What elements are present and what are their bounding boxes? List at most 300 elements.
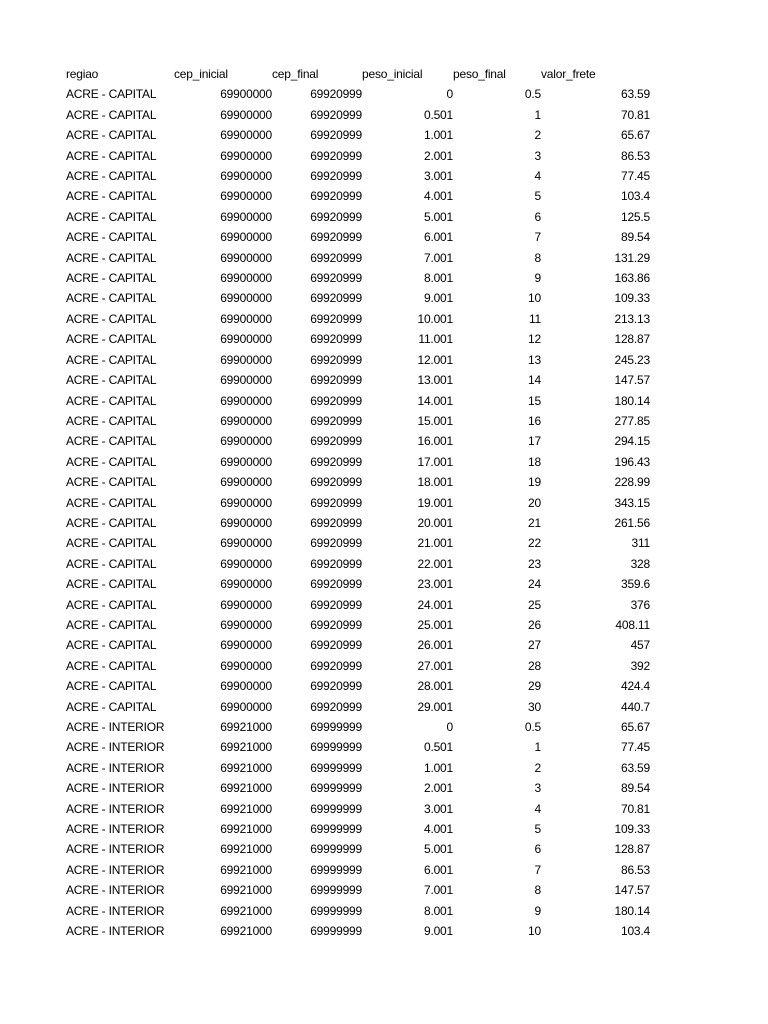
- cell-peso-inicial: 4.001: [423, 189, 453, 204]
- cell-peso-final: 20: [528, 495, 541, 510]
- cell-peso-final: 27: [528, 638, 541, 653]
- cell-regiao: ACRE - CAPITAL: [66, 413, 157, 428]
- cell-cep-inicial: 69900000: [220, 536, 272, 551]
- cell-regiao: ACRE - CAPITAL: [66, 393, 157, 408]
- table-row: [66, 411, 650, 431]
- table-row: [66, 880, 650, 900]
- cell-cep-inicial: 69900000: [220, 454, 272, 469]
- cell-regiao: ACRE - CAPITAL: [66, 87, 157, 102]
- cell-valor-frete: 86.53: [620, 148, 650, 163]
- cell-regiao: ACRE - INTERIOR: [66, 924, 165, 939]
- cell-cep-final: 69920999: [310, 352, 362, 367]
- cell-peso-final: 2: [534, 760, 541, 775]
- cell-cep-inicial: 69900000: [220, 434, 272, 449]
- cell-regiao: ACRE - CAPITAL: [66, 373, 157, 388]
- cell-regiao: ACRE - CAPITAL: [66, 475, 157, 490]
- cell-cep-inicial: 69921000: [220, 883, 272, 898]
- cell-valor-frete: 294.15: [614, 434, 650, 449]
- cell-peso-inicial: 0.501: [423, 740, 453, 755]
- cell-valor-frete: 245.23: [614, 352, 650, 367]
- cell-regiao: ACRE - CAPITAL: [66, 495, 157, 510]
- cell-cep-final: 69999999: [310, 822, 362, 837]
- cell-peso-inicial: 25.001: [417, 617, 453, 632]
- table-row: [66, 921, 650, 941]
- cell-peso-final: 13: [528, 352, 541, 367]
- cell-peso-inicial: 7.001: [423, 883, 453, 898]
- cell-peso-inicial: 5.001: [423, 842, 453, 857]
- cell-peso-inicial: 8.001: [423, 271, 453, 286]
- cell-regiao: ACRE - CAPITAL: [66, 352, 157, 367]
- cell-cep-inicial: 69900000: [220, 230, 272, 245]
- cell-valor-frete: 65.67: [620, 128, 650, 143]
- cell-cep-final: 69999999: [310, 760, 362, 775]
- cell-regiao: ACRE - INTERIOR: [66, 760, 165, 775]
- table-row: [66, 595, 650, 615]
- cell-peso-inicial: 8.001: [423, 903, 453, 918]
- cell-valor-frete: 457: [630, 638, 650, 653]
- cell-peso-inicial: 29.001: [417, 699, 453, 714]
- cell-valor-frete: 163.86: [614, 271, 650, 286]
- cell-regiao: ACRE - INTERIOR: [66, 842, 165, 857]
- table-row: [66, 513, 650, 533]
- cell-peso-final: 10: [528, 291, 541, 306]
- cell-peso-inicial: 3.001: [423, 169, 453, 184]
- table-row: [66, 452, 650, 472]
- cell-valor-frete: 147.57: [614, 883, 650, 898]
- table-header: [66, 64, 650, 84]
- cell-peso-final: 15: [528, 393, 541, 408]
- cell-peso-final: 23: [528, 556, 541, 571]
- cell-cep-final: 69920999: [310, 475, 362, 490]
- cell-peso-final: 0.5: [524, 720, 541, 734]
- cell-cep-final: 69920999: [310, 699, 362, 714]
- cell-cep-inicial: 69900000: [220, 332, 272, 347]
- cell-valor-frete: 261.56: [614, 515, 650, 530]
- header-row: [66, 64, 650, 84]
- cell-valor-frete: 128.87: [614, 332, 650, 347]
- table-row: [66, 472, 650, 492]
- table-row: [66, 656, 650, 676]
- cell-peso-inicial: 20.001: [417, 515, 453, 530]
- cell-cep-final: 69920999: [310, 536, 362, 551]
- table-row: [66, 186, 650, 206]
- cell-valor-frete: 89.54: [620, 781, 650, 796]
- cell-peso-inicial: 12.001: [417, 352, 453, 367]
- cell-peso-final: 21: [528, 515, 541, 530]
- cell-regiao: ACRE - INTERIOR: [66, 862, 165, 877]
- cell-valor-frete: 63.59: [620, 87, 650, 102]
- table-row: [66, 84, 650, 104]
- cell-valor-frete: 392: [630, 658, 650, 673]
- cell-cep-final: 69920999: [310, 128, 362, 143]
- cell-peso-inicial: 4.001: [423, 822, 453, 837]
- cell-cep-final: 69999999: [310, 801, 362, 816]
- cell-regiao: ACRE - CAPITAL: [66, 617, 157, 632]
- cell-cep-inicial: 69900000: [220, 189, 272, 204]
- cell-peso-inicial: 10.001: [417, 311, 453, 326]
- cell-regiao: ACRE - CAPITAL: [66, 597, 157, 612]
- table-row: [66, 574, 650, 594]
- cell-peso-final: 16: [528, 413, 541, 428]
- cell-peso-final: 8: [534, 883, 541, 898]
- cell-peso-inicial: 5.001: [423, 209, 453, 224]
- spreadsheet-sheet: [66, 64, 650, 941]
- cell-peso-inicial: 28.001: [417, 679, 453, 694]
- table-row: [66, 146, 650, 166]
- cell-peso-final: 1: [534, 107, 541, 122]
- cell-cep-final: 69999999: [310, 903, 362, 918]
- column-header-cep-inicial: cep_inicial: [174, 67, 228, 81]
- cell-peso-final: 17: [528, 434, 541, 449]
- table-row: [66, 268, 650, 288]
- cell-peso-inicial: 18.001: [417, 475, 453, 490]
- cell-peso-inicial: 19.001: [417, 495, 453, 510]
- table-row: [66, 635, 650, 655]
- cell-valor-frete: 70.81: [620, 107, 650, 122]
- cell-cep-final: 69920999: [310, 148, 362, 163]
- cell-regiao: ACRE - CAPITAL: [66, 556, 157, 571]
- cell-cep-final: 69920999: [310, 291, 362, 306]
- cell-valor-frete: 376: [630, 597, 650, 612]
- table-row: [66, 288, 650, 308]
- cell-peso-final: 18: [528, 454, 541, 469]
- cell-cep-inicial: 69921000: [220, 801, 272, 816]
- table-row: [66, 329, 650, 349]
- cell-cep-inicial: 69900000: [220, 209, 272, 224]
- column-header-regiao: regiao: [66, 67, 99, 81]
- cell-peso-inicial: 0.501: [423, 107, 453, 122]
- table-row: [66, 717, 650, 737]
- table-row: [66, 227, 650, 247]
- cell-peso-inicial: 6.001: [423, 230, 453, 245]
- table-row: [66, 697, 650, 717]
- cell-cep-final: 69999999: [310, 883, 362, 898]
- cell-peso-inicial: 1.001: [423, 760, 453, 775]
- cell-regiao: ACRE - INTERIOR: [66, 822, 165, 837]
- cell-valor-frete: 77.45: [620, 740, 650, 755]
- cell-cep-final: 69999999: [310, 781, 362, 796]
- cell-peso-inicial: 6.001: [423, 862, 453, 877]
- cell-cep-inicial: 69900000: [220, 495, 272, 510]
- cell-regiao: ACRE - CAPITAL: [66, 169, 157, 184]
- cell-peso-inicial: 17.001: [417, 454, 453, 469]
- cell-cep-inicial: 69900000: [220, 373, 272, 388]
- column-header-valor-frete: valor_frete: [541, 67, 596, 81]
- table-body: [66, 84, 650, 941]
- cell-peso-inicial: 1.001: [423, 128, 453, 143]
- cell-valor-frete: 228.99: [614, 475, 650, 490]
- cell-valor-frete: 424.4: [620, 679, 650, 694]
- cell-cep-inicial: 69900000: [220, 679, 272, 694]
- cell-peso-inicial: 7.001: [423, 250, 453, 265]
- cell-peso-final: 24: [528, 577, 541, 592]
- cell-cep-final: 69920999: [310, 373, 362, 388]
- cell-peso-inicial: 2.001: [423, 148, 453, 163]
- cell-cep-final: 69999999: [310, 862, 362, 877]
- cell-peso-inicial: 2.001: [423, 781, 453, 796]
- cell-cep-inicial: 69900000: [220, 617, 272, 632]
- cell-peso-inicial: 14.001: [417, 393, 453, 408]
- cell-peso-final: 9: [534, 903, 541, 918]
- cell-peso-final: 19: [528, 475, 541, 490]
- cell-valor-frete: 277.85: [614, 413, 650, 428]
- cell-cep-inicial: 69900000: [220, 128, 272, 143]
- column-header-peso-inicial: peso_inicial: [362, 67, 423, 81]
- cell-regiao: ACRE - CAPITAL: [66, 189, 157, 204]
- cell-regiao: ACRE - CAPITAL: [66, 209, 157, 224]
- cell-peso-inicial: 24.001: [417, 597, 453, 612]
- cell-cep-inicial: 69900000: [220, 475, 272, 490]
- cell-valor-frete: 109.33: [614, 291, 650, 306]
- cell-peso-final: 30: [528, 699, 541, 714]
- cell-valor-frete: 359.6: [620, 577, 650, 592]
- table-row: [66, 370, 650, 390]
- cell-peso-final: 25: [528, 597, 541, 612]
- cell-regiao: ACRE - INTERIOR: [66, 720, 165, 734]
- cell-peso-inicial: 3.001: [423, 801, 453, 816]
- cell-regiao: ACRE - CAPITAL: [66, 148, 157, 163]
- cell-peso-inicial: 13.001: [417, 373, 453, 388]
- table-row: [66, 799, 650, 819]
- cell-valor-frete: 109.33: [614, 822, 650, 837]
- cell-peso-final: 2: [534, 128, 541, 143]
- cell-valor-frete: 408.11: [615, 617, 650, 632]
- cell-valor-frete: 213.13: [614, 311, 650, 326]
- cell-cep-final: 69920999: [310, 169, 362, 184]
- cell-peso-final: 5: [534, 189, 541, 204]
- cell-cep-inicial: 69900000: [220, 413, 272, 428]
- table-row: [66, 758, 650, 778]
- cell-peso-inicial: 16.001: [417, 434, 453, 449]
- table-row: [66, 676, 650, 696]
- cell-regiao: ACRE - INTERIOR: [66, 740, 165, 755]
- cell-cep-inicial: 69921000: [220, 924, 272, 939]
- cell-cep-inicial: 69921000: [220, 720, 272, 734]
- cell-peso-final: 4: [534, 169, 541, 184]
- table-row: [66, 901, 650, 921]
- cell-cep-inicial: 69900000: [220, 352, 272, 367]
- cell-cep-inicial: 69900000: [220, 250, 272, 265]
- table-row: [66, 615, 650, 635]
- cell-regiao: ACRE - CAPITAL: [66, 515, 157, 530]
- cell-cep-final: 69920999: [310, 495, 362, 510]
- cell-cep-inicial: 69900000: [220, 699, 272, 714]
- freight-table: [66, 64, 650, 941]
- cell-regiao: ACRE - INTERIOR: [66, 883, 165, 898]
- cell-peso-inicial: 27.001: [417, 658, 453, 673]
- table-row: [66, 105, 650, 125]
- cell-cep-inicial: 69900000: [220, 107, 272, 122]
- cell-peso-inicial: 21.001: [417, 536, 453, 551]
- cell-cep-final: 69920999: [310, 189, 362, 204]
- cell-cep-final: 69920999: [310, 332, 362, 347]
- cell-regiao: ACRE - CAPITAL: [66, 679, 157, 694]
- cell-peso-inicial: 15.001: [417, 413, 453, 428]
- cell-cep-inicial: 69900000: [220, 393, 272, 408]
- cell-peso-inicial: 23.001: [417, 577, 453, 592]
- cell-peso-final: 7: [534, 230, 541, 245]
- cell-cep-final: 69920999: [310, 413, 362, 428]
- table-row: [66, 819, 650, 839]
- cell-valor-frete: 70.81: [620, 801, 650, 816]
- cell-peso-final: 8: [534, 250, 541, 265]
- cell-regiao: ACRE - CAPITAL: [66, 230, 157, 245]
- cell-cep-final: 69920999: [310, 311, 362, 326]
- cell-peso-final: 14: [528, 373, 541, 388]
- table-row: [66, 431, 650, 451]
- cell-cep-inicial: 69900000: [220, 556, 272, 571]
- cell-valor-frete: 89.54: [620, 230, 650, 245]
- cell-cep-inicial: 69900000: [220, 597, 272, 612]
- cell-peso-final: 3: [534, 781, 541, 796]
- cell-cep-final: 69920999: [310, 87, 362, 102]
- cell-peso-final: 6: [534, 209, 541, 224]
- cell-regiao: ACRE - CAPITAL: [66, 577, 157, 592]
- table-row: [66, 125, 650, 145]
- cell-regiao: ACRE - INTERIOR: [66, 781, 165, 796]
- cell-cep-final: 69920999: [310, 638, 362, 653]
- table-row: [66, 860, 650, 880]
- cell-cep-final: 69920999: [310, 271, 362, 286]
- cell-cep-inicial: 69921000: [220, 740, 272, 755]
- cell-regiao: ACRE - CAPITAL: [66, 291, 157, 306]
- cell-cep-inicial: 69900000: [220, 87, 272, 102]
- cell-regiao: ACRE - CAPITAL: [66, 536, 157, 551]
- cell-peso-final: 12: [528, 332, 541, 347]
- table-row: [66, 839, 650, 859]
- cell-regiao: ACRE - CAPITAL: [66, 250, 157, 265]
- cell-cep-final: 69920999: [310, 658, 362, 673]
- cell-regiao: ACRE - INTERIOR: [66, 801, 165, 816]
- table-row: [66, 493, 650, 513]
- cell-valor-frete: 63.59: [620, 760, 650, 775]
- column-header-cep-final: cep_final: [272, 67, 319, 81]
- cell-regiao: ACRE - CAPITAL: [66, 454, 157, 469]
- cell-valor-frete: 343.15: [614, 495, 650, 510]
- table-row: [66, 350, 650, 370]
- cell-cep-final: 69920999: [310, 393, 362, 408]
- cell-cep-inicial: 69900000: [220, 515, 272, 530]
- cell-regiao: ACRE - CAPITAL: [66, 434, 157, 449]
- cell-valor-frete: 180.14: [614, 393, 650, 408]
- cell-cep-final: 69920999: [310, 209, 362, 224]
- cell-cep-final: 69920999: [310, 434, 362, 449]
- cell-cep-final: 69920999: [310, 515, 362, 530]
- cell-valor-frete: 77.45: [620, 169, 650, 184]
- cell-cep-inicial: 69900000: [220, 148, 272, 163]
- cell-regiao: ACRE - CAPITAL: [66, 658, 157, 673]
- cell-peso-final: 0.5: [524, 87, 541, 102]
- cell-cep-inicial: 69921000: [220, 760, 272, 775]
- cell-valor-frete: 131.29: [614, 250, 650, 265]
- cell-cep-final: 69920999: [310, 577, 362, 592]
- cell-cep-inicial: 69900000: [220, 311, 272, 326]
- cell-peso-final: 9: [534, 271, 541, 286]
- cell-peso-final: 11: [528, 311, 541, 326]
- cell-peso-inicial: 11.001: [418, 332, 453, 347]
- cell-cep-inicial: 69921000: [220, 842, 272, 857]
- cell-peso-final: 5: [534, 822, 541, 837]
- cell-valor-frete: 125.5: [620, 209, 650, 224]
- cell-cep-final: 69999999: [310, 720, 362, 734]
- table-row: [66, 533, 650, 553]
- cell-peso-inicial: 26.001: [417, 638, 453, 653]
- cell-peso-inicial: 0: [446, 720, 453, 734]
- cell-valor-frete: 180.14: [614, 903, 650, 918]
- cell-peso-final: 10: [528, 924, 541, 939]
- cell-regiao: ACRE - CAPITAL: [66, 107, 157, 122]
- cell-peso-final: 3: [534, 148, 541, 163]
- table-row: [66, 778, 650, 798]
- cell-valor-frete: 311: [631, 536, 650, 551]
- cell-peso-final: 28: [528, 658, 541, 673]
- cell-valor-frete: 86.53: [620, 862, 650, 877]
- table-row: [66, 207, 650, 227]
- cell-regiao: ACRE - CAPITAL: [66, 638, 157, 653]
- cell-cep-final: 69920999: [310, 556, 362, 571]
- cell-cep-inicial: 69900000: [220, 169, 272, 184]
- cell-cep-final: 69920999: [310, 250, 362, 265]
- table-row: [66, 391, 650, 411]
- cell-peso-final: 26: [528, 617, 541, 632]
- cell-regiao: ACRE - CAPITAL: [66, 332, 157, 347]
- cell-valor-frete: 147.57: [614, 373, 650, 388]
- cell-cep-final: 69920999: [310, 230, 362, 245]
- table-row: [66, 737, 650, 757]
- cell-cep-inicial: 69921000: [220, 822, 272, 837]
- cell-cep-final: 69999999: [310, 924, 362, 939]
- cell-cep-final: 69920999: [310, 617, 362, 632]
- table-row: [66, 166, 650, 186]
- cell-peso-inicial: 22.001: [417, 556, 453, 571]
- cell-peso-final: 7: [534, 862, 541, 877]
- cell-cep-final: 69920999: [310, 597, 362, 612]
- cell-cep-inicial: 69921000: [220, 781, 272, 796]
- cell-cep-final: 69999999: [310, 842, 362, 857]
- cell-cep-inicial: 69900000: [220, 271, 272, 286]
- cell-cep-inicial: 69900000: [220, 658, 272, 673]
- cell-cep-inicial: 69921000: [220, 862, 272, 877]
- cell-regiao: ACRE - CAPITAL: [66, 271, 157, 286]
- cell-valor-frete: 328: [630, 556, 650, 571]
- cell-regiao: ACRE - CAPITAL: [66, 128, 157, 143]
- cell-cep-final: 69920999: [310, 679, 362, 694]
- cell-regiao: ACRE - CAPITAL: [66, 311, 157, 326]
- cell-valor-frete: 196.43: [614, 454, 650, 469]
- table-row: [66, 248, 650, 268]
- cell-valor-frete: 103.4: [620, 924, 650, 939]
- cell-peso-final: 6: [534, 842, 541, 857]
- table-row: [66, 309, 650, 329]
- cell-regiao: ACRE - CAPITAL: [66, 699, 157, 714]
- cell-valor-frete: 65.67: [620, 720, 650, 734]
- cell-peso-final: 4: [534, 801, 541, 816]
- cell-cep-inicial: 69900000: [220, 577, 272, 592]
- cell-cep-inicial: 69900000: [220, 291, 272, 306]
- cell-valor-frete: 128.87: [614, 842, 650, 857]
- cell-peso-inicial: 9.001: [423, 924, 453, 939]
- cell-peso-final: 29: [528, 679, 541, 694]
- cell-cep-final: 69920999: [310, 107, 362, 122]
- cell-valor-frete: 440.7: [620, 699, 650, 714]
- cell-peso-inicial: 9.001: [423, 291, 453, 306]
- cell-peso-final: 1: [534, 740, 541, 755]
- cell-peso-inicial: 0: [446, 87, 453, 102]
- cell-regiao: ACRE - INTERIOR: [66, 903, 165, 918]
- cell-peso-final: 22: [528, 536, 541, 551]
- cell-cep-inicial: 69900000: [220, 638, 272, 653]
- column-header-peso-final: peso_final: [453, 67, 506, 81]
